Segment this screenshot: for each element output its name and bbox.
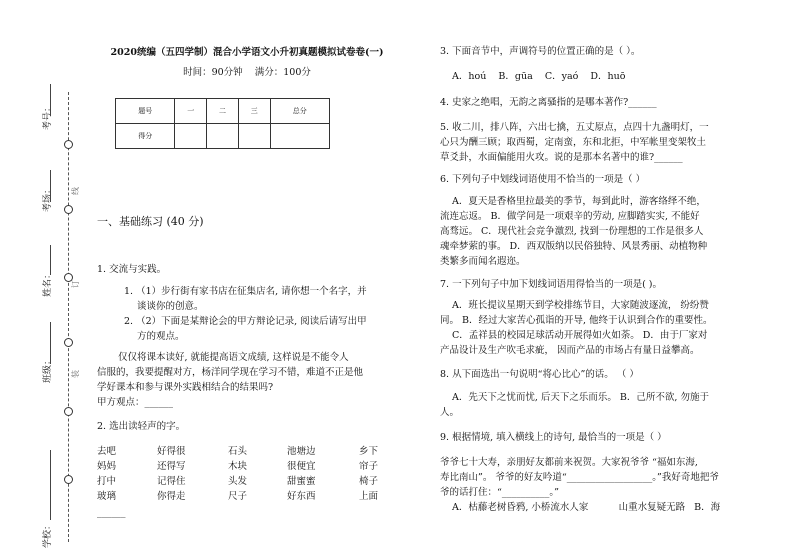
question-4: 4. 史家之绝唱，无韵之离骚指的是哪本著作?______	[440, 97, 657, 108]
score-cell[interactable]	[175, 124, 207, 149]
word-item[interactable]: 乡下	[359, 446, 379, 457]
school-line	[50, 450, 51, 520]
word-item[interactable]: 帘子	[359, 461, 379, 472]
word-item[interactable]: 池塘边	[287, 446, 316, 457]
q1-paragraph-line: 信服的，我要提醒对方，杨洋同学现在学习不错，难道不正是他	[97, 367, 364, 378]
exam-room-label: 考场：	[43, 184, 53, 212]
q1-item1-cont: 谈谈你的创意。	[137, 301, 204, 312]
word-item[interactable]: 玻璃	[97, 491, 117, 502]
exam-number-label: 考号：	[43, 102, 53, 130]
word-item[interactable]: 很便宜	[287, 461, 316, 472]
q5-line: 心只为酬三顾；取西蜀，定南蛮，东和北拒，中军帐里变架牧土	[440, 137, 707, 148]
score-cell[interactable]	[207, 124, 239, 149]
q9-text-line: 寿比南山”。 爷爷的好友吟道“__________________。”我好奇地把爷	[440, 472, 719, 483]
binding-hole	[64, 338, 73, 347]
q2-answer-blank[interactable]: ______	[97, 507, 126, 518]
q6-option-line[interactable]: 流连忘返。 B．做学问是一项艰辛的劳动, 应脚踏实实, 不能好	[440, 211, 700, 222]
q1-paragraph-line: 仅仅将课本读好, 就能提高语文成绩, 这样说是不能令人	[118, 352, 349, 363]
word-item[interactable]: 甜蜜蜜	[287, 476, 316, 487]
q7-option-line[interactable]: A．班长提议星期天到学校排练节目，大家随波逐流， 纷纷赞	[452, 300, 709, 311]
word-item[interactable]: 尺子	[228, 491, 248, 502]
question-6: 6. 下列句子中划线词语使用不恰当的一项是（ ）	[440, 174, 646, 185]
q6-option-line[interactable]: 高骛远。 C．现代社会竞争激烈, 找到一份理想的工作是很多人	[440, 226, 704, 237]
q1-answer-blank[interactable]: 甲方观点：______	[97, 397, 174, 408]
word-item[interactable]: 木块	[228, 461, 248, 472]
word-item[interactable]: 妈妈	[97, 461, 117, 472]
q3-options[interactable]: A．hoú B．gūa C．yaó D．huō	[452, 71, 626, 82]
q6-option-line[interactable]: 魂牵梦萦的事。 D．西双版纳以民俗独特、风景秀丽、动植物种	[440, 241, 708, 252]
q9-options[interactable]: A．枯藤老树昏鸦, 小桥流水人家 山重水复疑无路 B．海	[452, 502, 721, 513]
word-item[interactable]: 你得走	[157, 491, 186, 502]
name-line	[50, 245, 51, 275]
q7-option-line[interactable]: 同。 B．经过大家苦心孤诣的开导, 他终于认识到合作的重要性。	[440, 315, 713, 326]
q8-option-line[interactable]: A．先天下之忧而忧, 后天下之乐而乐。 B．己所不欲, 勿施于	[452, 392, 709, 403]
score-header-cell: 一	[175, 99, 207, 124]
word-item[interactable]: 去吧	[97, 446, 117, 457]
binding-mark: 订	[71, 280, 80, 288]
q6-option-line[interactable]: 类繁多而闻名遐迩。	[440, 256, 526, 267]
word-item[interactable]: 椅子	[359, 476, 379, 487]
class-line	[50, 322, 51, 364]
binding-mark: 装	[71, 370, 80, 378]
exam-number-line	[50, 84, 51, 116]
score-header-cell: 总分	[270, 99, 329, 124]
q1-item2-cont: 方的观点。	[137, 331, 185, 342]
paper-title: 2020统编（五四学制）混合小学语文小升初真题模拟试卷卷(一)	[110, 47, 384, 58]
school-label: 学校：	[43, 520, 53, 548]
q7-option-line[interactable]: C．孟祥县的校园足球活动开展得如火如荼。 D．由于厂家对	[452, 330, 708, 341]
exam-room-line	[50, 170, 51, 202]
name-label: 姓名：	[43, 269, 53, 297]
score-header-cell: 三	[238, 99, 270, 124]
word-item[interactable]: 打中	[97, 476, 117, 487]
class-label: 班级：	[43, 355, 53, 383]
word-item[interactable]: 石头	[228, 446, 248, 457]
score-cell[interactable]	[270, 124, 329, 149]
question-1-title: 1. 交流与实践。	[97, 264, 167, 275]
binding-hole	[64, 205, 73, 214]
binding-hole	[64, 475, 73, 484]
question-7: 7. 一下列句子中加下划线词语用得恰当的一项是( )。	[440, 279, 663, 290]
section-heading: 一、基础练习 (40 分)	[97, 215, 204, 228]
q9-text-line: 爷的话打住：“__________。”	[440, 487, 559, 498]
word-item[interactable]: 好东西	[287, 491, 316, 502]
word-item[interactable]: 还得写	[157, 461, 186, 472]
score-header-cell: 题号	[116, 99, 175, 124]
word-item[interactable]: 记得住	[157, 476, 186, 487]
question-8: 8. 从下面选出一句说明“将心比心”的话。 （ ）	[440, 369, 639, 380]
question-9: 9. 根据情境, 填入横线上的诗句, 最恰当的一项是（ ）	[440, 432, 667, 443]
word-item[interactable]: 好得很	[157, 446, 186, 457]
q5-line: 5. 收二川，排八阵，六出七擒，五丈原点，点四十九盏明灯，一	[440, 122, 709, 133]
score-header-cell: 二	[207, 99, 239, 124]
q9-text-line: 爷爷七十大寿，亲朋好友都前来祝贺。大家祝爷爷 “福如东海,	[440, 457, 698, 468]
question-3: 3. 下面音节中，声调符号的位置正确的是（ ）。	[440, 46, 641, 57]
score-table	[115, 98, 330, 149]
binding-hole	[64, 140, 73, 149]
binding-hole	[64, 407, 73, 416]
q1-paragraph-line: 学好课本和参与课外实践相结合的结果吗?	[97, 382, 274, 393]
word-item[interactable]: 头发	[228, 476, 248, 487]
q5-line: 草爻卦，水面偏能用火攻。说的是那本名著中的谁?______	[440, 152, 683, 163]
q7-option-line[interactable]: 产品设计及生产吹毛求疵， 因而产品的市场占有量日益攀高。	[440, 345, 700, 356]
score-row-label: 得分	[116, 124, 175, 149]
score-cell[interactable]	[238, 124, 270, 149]
q1-item1: 1. （1）步行街有家书店在征集店名, 请你想一个名字，并	[124, 286, 367, 297]
q1-item2: 2. （2）下面是某辩论会的甲方辩论记录, 阅读后请写出甲	[124, 316, 367, 327]
q8-option-line[interactable]: 人。	[440, 407, 460, 418]
word-item[interactable]: 上面	[359, 491, 379, 502]
question-2-title: 2. 选出读轻声的字。	[97, 421, 186, 432]
binding-mark: 线	[71, 187, 80, 195]
q6-option-line[interactable]: A．夏天是香格里拉最美的季节，每到此时，游客络绎不绝，	[452, 196, 706, 207]
paper-meta: 时间：90分钟 满分：100分	[183, 67, 311, 78]
